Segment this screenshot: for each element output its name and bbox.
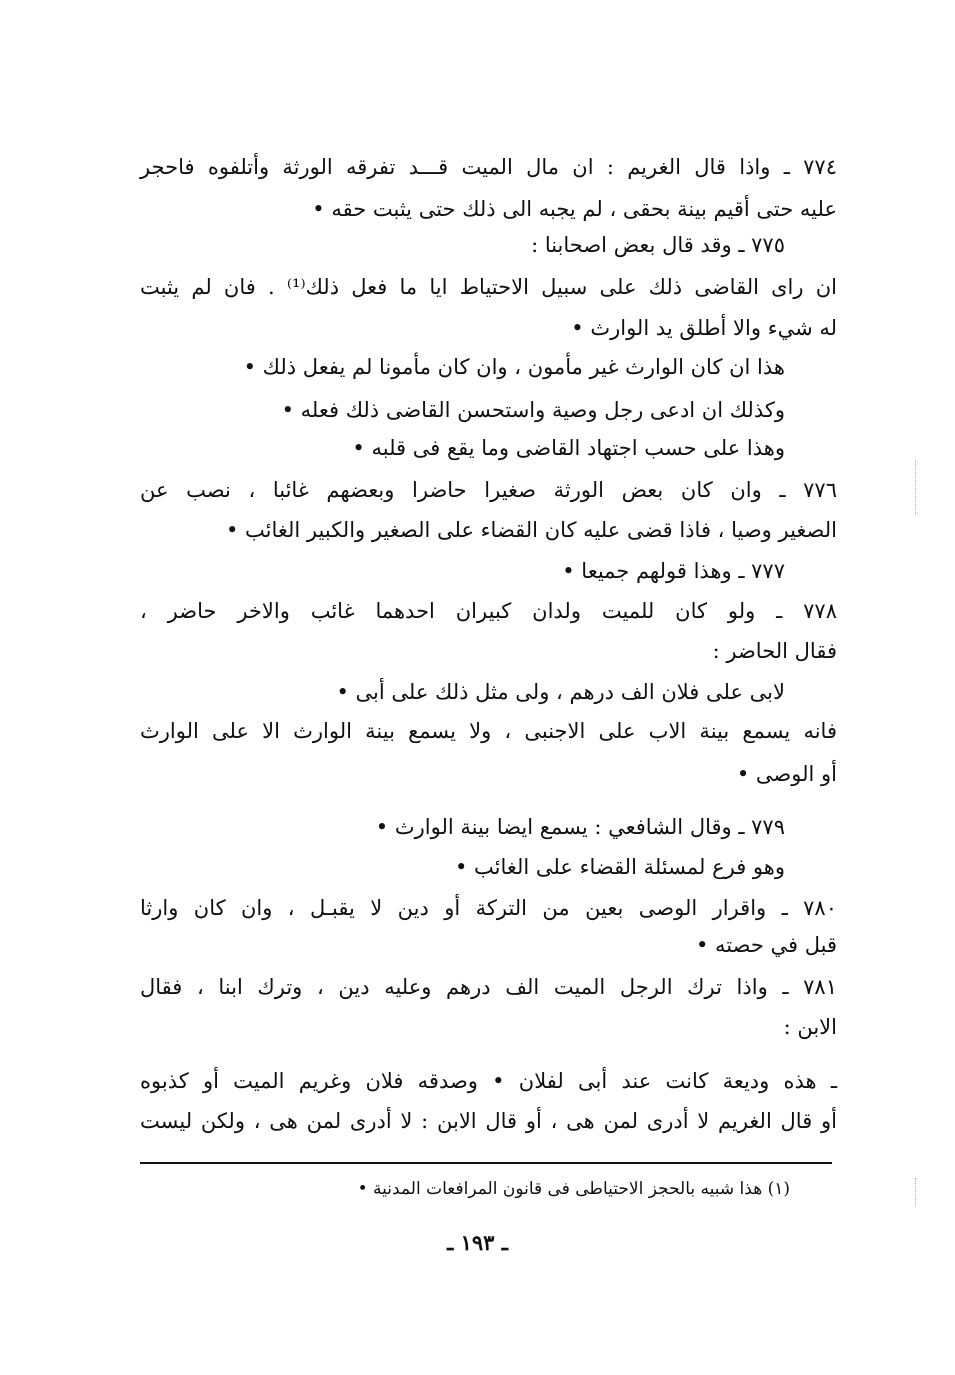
footnote: (١) هذا شبيه بالحجز الاحتياطى فى قانون المرافعات المدنية • [357,1179,790,1199]
text-line: ان راى القاضى ذلك على سبيل الاحتياط ايا ما فعل ذلك⁽¹⁾ . فان لم يثبت [140,275,837,299]
text-line: وهذا على حسب اجتهاد القاضى وما يقع فى قلبه • [352,436,785,460]
text-line: قبل في حصته • [695,933,837,957]
text-line: عليه حتى أقيم بينة بحقى ، لم يجبه الى ذلك حتى يثبت حقه • [312,197,837,221]
text-line: ٧٧٦ ـ وان كان بعض الورثة صغيرا حاضرا وبعضهم غائبا ، نصب عن [140,478,837,502]
text-line: فقال الحاضر : [712,639,837,663]
text-line: أو قال الغريم لا أدرى لمن هى ، أو قال الابن : لا أدرى لمن هى ، ولكن ليست [140,1109,837,1133]
text-line: الابن : [783,1015,837,1039]
text-line: وكذلك ان ادعى رجل وصية واستحسن القاضى ذلك فعله • [281,398,785,422]
page-number: ـ ١٩٣ ـ [447,1230,508,1255]
text-line: له شيء والا أطلق يد الوارث • [571,316,837,340]
text-line: ٧٧٩ ـ وقال الشافعي : يسمع ايضا بينة الوارث • [375,815,785,839]
text-line: وهو فرع لمسئلة القضاء على الغائب • [454,855,785,879]
text-line: ٧٨١ ـ واذا ترك الرجل الميت الف درهم وعليه دين ، وترك ابنا ، فقال [140,975,837,999]
text-line: ٧٧٧ ـ وهذا قولهم جميعا • [562,559,785,583]
text-line: ٧٧٥ ـ وقد قال بعض اصحابنا : [531,233,785,257]
footnote-divider [140,1162,832,1164]
text-line: ـ هذه وديعة كانت عند أبى لفلان • وصدقه فلان وغريم الميت أو كذبوه [140,1069,837,1093]
text-line: الصغير وصيا ، فاذا قضى عليه كان القضاء على الصغير والكبير الغائب • [225,518,837,542]
scan-margin-mark [915,460,916,515]
text-line: ٧٧٨ ـ ولو كان للميت ولدان كبيران احدهما غائب والاخر حاضر ، [140,599,837,623]
text-line: فانه يسمع بينة الاب على الاجنبى ، ولا يسمع بينة الوارث الا على الوارث [140,719,837,743]
text-line: ٧٨٠ ـ واقرار الوصى بعين من التركة أو دين لا يقبـل ، وان كان وارثا [140,896,837,920]
text-line: لابى على فلان الف درهم ، ولى مثل ذلك على أبى • [336,680,785,704]
text-line: هذا ان كان الوارث غير مأمون ، وان كان مأمونا لم يفعل ذلك • [243,355,785,379]
scan-margin-mark [915,1178,916,1206]
text-line: أو الوصى • [736,762,837,786]
text-line: ٧٧٤ ـ واذا قال الغريم : ان مال الميت قـــد تفرقه الورثة وأتلفوه فاحجر [140,155,837,179]
